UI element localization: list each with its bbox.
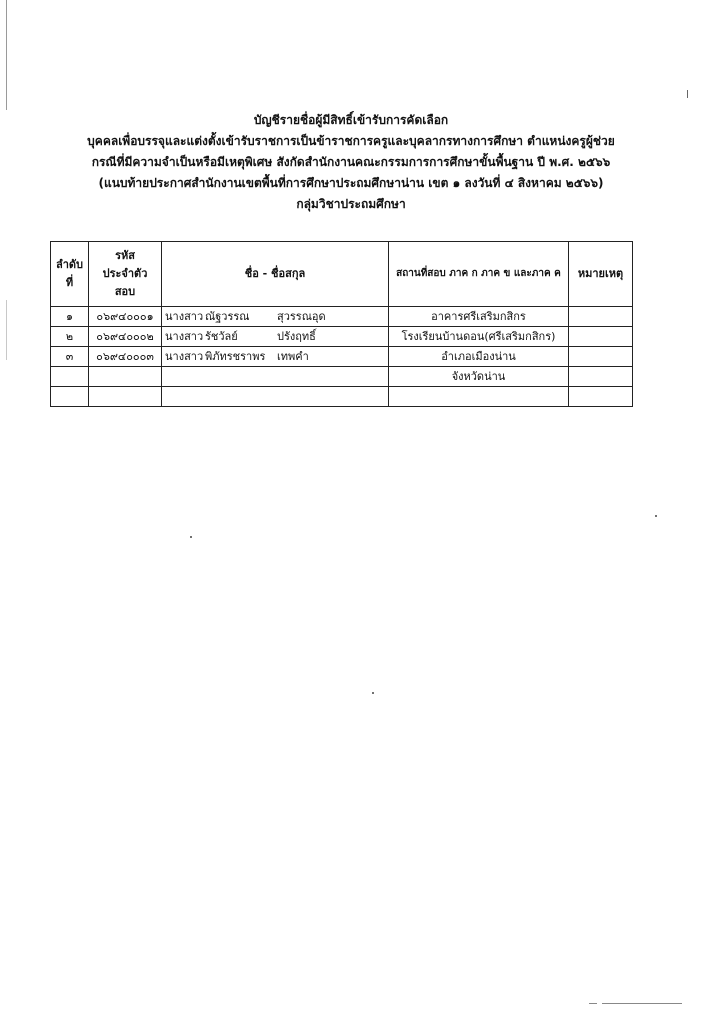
name-last: ปรังฤทธิ์ — [277, 330, 316, 343]
header-title: บัญชีรายชื่อผู้มีสิทธิ์เข้ารับการคัดเลือก — [253, 113, 449, 127]
table-row — [51, 347, 633, 367]
header-subtitle: กรณีที่มีความจำเป็นหรือมีเหตุพิเศษ สังกัดสำนักงานคณะกรรมการการศึกษาขั้นพื้นฐาน ปี พ.ศ. ๒๕๖๖ — [91, 155, 611, 169]
header-code-line: รหัส — [115, 249, 135, 262]
header-order-line: ลำดับ — [55, 258, 84, 271]
scan-edge-line — [6, 0, 7, 110]
name-first: พิภัทรชราพร — [205, 350, 266, 363]
cell-name — [162, 347, 389, 367]
header-name: ชื่อ - ชื่อสกุล — [162, 242, 389, 307]
table-row — [51, 327, 633, 347]
cell-venue — [389, 387, 569, 407]
cell-note — [569, 347, 633, 367]
scan-edge-line — [6, 300, 7, 360]
cell-venue: จังหวัดน่าน — [389, 367, 569, 387]
document-header — [40, 110, 662, 215]
name-last: เทพคำ — [277, 350, 309, 363]
cell-code: ๐๖๙๔๐๐๐๒ — [89, 327, 162, 347]
scan-mark — [602, 1003, 682, 1004]
header-code — [89, 242, 162, 307]
header-group: กลุ่มวิชาประถมศึกษา — [296, 197, 406, 211]
header-order — [51, 242, 89, 307]
cell-name — [162, 387, 389, 407]
scan-mark — [589, 1003, 597, 1004]
cell-note — [569, 327, 633, 347]
name-title: นางสาว — [165, 330, 204, 343]
cell-venue: อำเภอเมืองน่าน — [389, 347, 569, 367]
header-code-line: สอบ — [114, 285, 136, 298]
header-order-line: ที่ — [65, 276, 74, 289]
cell-code: ๐๖๙๔๐๐๐๑ — [89, 307, 162, 327]
cell-code: ๐๖๙๔๐๐๐๓ — [89, 347, 162, 367]
scan-speck — [655, 515, 657, 517]
name-title: นางสาว — [165, 350, 204, 363]
cell-name — [162, 367, 389, 387]
cell-order: ๑ — [51, 307, 89, 327]
name-title: นางสาว — [165, 310, 204, 323]
cell-venue: โรงเรียนบ้านดอน(ศรีเสริมกสิกร) — [389, 327, 569, 347]
cell-note — [569, 367, 633, 387]
header-code-line: ประจำตัว — [102, 267, 148, 280]
header-subtitle: บุคคลเพื่อบรรจุและแต่งตั้งเข้ารับราชการเป็นข้าราชการครูและบุคลากรทางการศึกษา ตำแหน่งครูผู้ช่วย — [87, 134, 615, 148]
cell-order: ๓ — [51, 347, 89, 367]
scan-mark — [687, 90, 688, 98]
name-first: รัชวัลย์ — [205, 330, 238, 343]
table-row — [51, 307, 633, 327]
header-reference: (แนบท้ายประกาศสำนักงานเขตพื้นที่การศึกษาประถมศึกษาน่าน เขต ๑ ลงวันที่ ๔ สิงหาคม ๒๕๖๖) — [98, 176, 604, 190]
name-first: ณัฐวรรณ — [205, 310, 250, 323]
name-last: สุวรรณอุด — [277, 310, 326, 323]
cell-name — [162, 307, 389, 327]
candidate-table — [50, 241, 633, 407]
cell-order — [51, 367, 89, 387]
header-venue: สถานที่สอบ ภาค ก ภาค ข และภาค ค — [389, 242, 569, 307]
header-note: หมายเหตุ — [569, 242, 633, 307]
cell-name — [162, 327, 389, 347]
scan-speck — [372, 692, 374, 694]
cell-order — [51, 387, 89, 407]
table-row — [51, 367, 633, 387]
cell-note — [569, 307, 633, 327]
cell-note — [569, 387, 633, 407]
table-header-row — [51, 242, 633, 307]
table-row — [51, 387, 633, 407]
cell-venue: อาคารศรีเสริมกสิกร — [389, 307, 569, 327]
scan-speck — [190, 536, 192, 538]
cell-order: ๒ — [51, 327, 89, 347]
cell-code — [89, 367, 162, 387]
cell-code — [89, 387, 162, 407]
